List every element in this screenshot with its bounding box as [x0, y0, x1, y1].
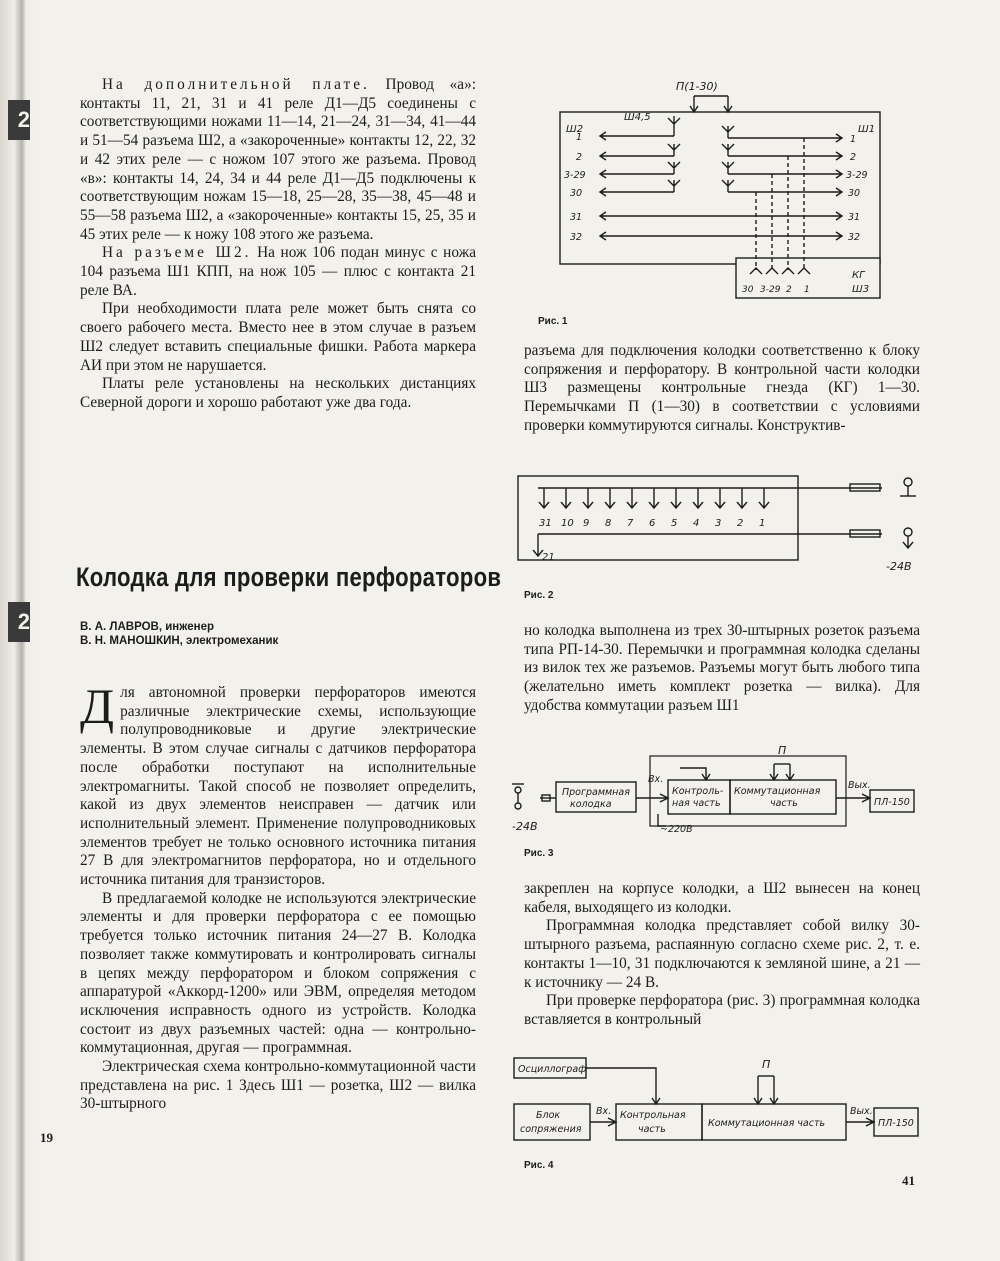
- fig4-link: [590, 1118, 616, 1126]
- svg-text:часть: часть: [770, 798, 798, 809]
- right-text-block-1: [524, 342, 920, 436]
- fig1-dashed-links: [756, 138, 804, 270]
- fig2-pin-label: 7: [627, 518, 634, 529]
- fig2-pin-arrow: [737, 488, 747, 508]
- fig4-link: [586, 1068, 660, 1104]
- figure-2: [516, 474, 936, 584]
- svg-text:31: 31: [570, 212, 583, 223]
- svg-text:2: 2: [576, 152, 583, 163]
- author-line: В. А. ЛАВРОВ, инженер: [80, 621, 215, 633]
- svg-text:~220В: ~220В: [660, 824, 693, 835]
- svg-text:3-29: 3-29: [564, 170, 586, 181]
- svg-text:Осциллограф: Осциллограф: [518, 1064, 587, 1075]
- svg-text:Блок: Блок: [536, 1110, 561, 1121]
- svg-text:31: 31: [848, 212, 861, 223]
- fig3-link: [836, 794, 870, 802]
- paragraph-lead: На дополнительной плате.: [102, 76, 370, 93]
- fig1-right-pin-labels: [846, 134, 868, 243]
- figure-4-caption: Рис. 4: [524, 1160, 554, 1171]
- svg-text:П: П: [778, 744, 787, 757]
- left-column-top: [80, 76, 476, 413]
- fig1-right-arrows: [824, 134, 842, 240]
- fig1-contacts-left: [668, 116, 680, 192]
- fig3-link: [680, 768, 710, 780]
- figure-3-caption: Рис. 3: [524, 848, 554, 859]
- svg-text:1: 1: [850, 134, 857, 145]
- paragraph: [80, 678, 476, 890]
- fig1-jumper-arrow: [690, 96, 698, 112]
- fig2-terminal: [904, 528, 912, 536]
- margin-page-number: 19: [40, 1130, 53, 1145]
- fig2-pin-label: 4: [693, 518, 700, 529]
- paragraph: закреплен на корпусе колодки, а Ш2 вынесен на конец кабеля, выходящего из колодки.: [524, 880, 920, 916]
- paragraph: При проверке перфоратора (рис. 3) программная колодка вставляется в контрольный: [524, 992, 920, 1028]
- fig2-pin-label: 9: [583, 518, 590, 529]
- fig2-pin21-label: 21: [542, 552, 555, 563]
- fig2-pin-label: 3: [715, 518, 722, 529]
- drop-cap: Д: [80, 678, 115, 734]
- svg-text:колодка: колодка: [570, 799, 612, 810]
- figure-2-caption: Рис. 2: [524, 590, 554, 601]
- paragraph: разъема для подключения колодки соответственно к блоку сопряжения и перфоратору. В контрольной части колодки Ш3 размещены контрольные гнезда (КГ) 1—30. Перемычками П (1—30) в соответствии с условиями проверки коммутируются сигналы. Конструктив-: [524, 342, 920, 434]
- fig2-pin-arrow: [627, 488, 637, 508]
- fig1-left-arrows: [600, 132, 824, 240]
- svg-text:1: 1: [804, 285, 810, 295]
- fig2-pin-arrow: [583, 488, 593, 508]
- svg-text:3-29: 3-29: [846, 170, 868, 181]
- svg-text:Контрольная: Контрольная: [620, 1110, 686, 1121]
- figure-3: [510, 738, 930, 838]
- paragraph: [80, 76, 476, 244]
- svg-text:32: 32: [848, 232, 861, 243]
- margin-tab: 2: [8, 602, 30, 642]
- paragraph: но колодка выполнена из трех 30-штырных розеток разъема типа РП-14-30. Перемычки и программная колодка сделаны из вилок тех же разъемов. Разъемы могут быть любого типа (желательно иметь комплект розетка — вилка). Для удобства коммутации разъем Ш1: [524, 622, 920, 714]
- fig2-pin-label: 5: [671, 518, 678, 529]
- svg-text:-24В: -24В: [512, 820, 538, 833]
- paragraph-lead: На разъеме Ш2.: [102, 244, 252, 262]
- fig1-left-pin-labels: [564, 132, 586, 243]
- left-column-article: [80, 678, 476, 1114]
- svg-text:часть: часть: [638, 1124, 666, 1135]
- svg-text:Вых.: Вых.: [850, 1106, 873, 1117]
- svg-text:Вх.: Вх.: [596, 1106, 612, 1117]
- svg-text:ПЛ-150: ПЛ-150: [874, 797, 910, 808]
- fig2-pin-arrow: [561, 488, 571, 508]
- author-line: В. Н. МАНОШКИН, электромеханик: [80, 635, 279, 647]
- fig2-pin-label: 2: [737, 518, 744, 529]
- fig3-jumper-arrow: [786, 764, 794, 780]
- svg-text:ная часть: ная часть: [672, 798, 721, 809]
- fig1-right-conn: Ш1: [858, 124, 876, 135]
- figure-1-caption: Рис. 1: [538, 316, 568, 327]
- fig2-voltage: -24В: [886, 560, 912, 573]
- fig1-sh45-label: Ш4,5: [624, 112, 651, 123]
- fig2-pin-arrow: [759, 488, 769, 508]
- fig2-pin-arrow: [605, 488, 615, 508]
- svg-text:2: 2: [850, 152, 857, 163]
- fig2-pin-arrow: [539, 488, 549, 508]
- paragraph: В предлагаемой колодке не используются электрические элементы и для проверки перфоратора с ее помощью требуется только источник питания 24—27 В. Колодка позволяет также коммутировать и контролировать сигналы в цепях между перфоратором и блоком сопряжения с аппаратурой «Аккорд-1200» или ЭВМ, определяя методом исключения исправность одного из устройств. Колодка состоит из двух разъемных частей: одна — контрольно-коммутационная, другая — программная.: [80, 889, 476, 1057]
- fig2-pin-arrows: [539, 488, 769, 508]
- svg-text:32: 32: [570, 232, 583, 243]
- right-text-block-2: [524, 622, 920, 716]
- fig1-left-conn: Ш2: [566, 124, 584, 135]
- fig1-kg-label: КГ: [852, 270, 865, 281]
- svg-text:Коммутационная часть: Коммутационная часть: [708, 1118, 826, 1129]
- svg-text:30: 30: [848, 188, 861, 199]
- svg-text:Программная: Программная: [562, 787, 630, 798]
- svg-text:3-29: 3-29: [760, 285, 781, 295]
- svg-text:30: 30: [570, 188, 583, 199]
- fig4-link: [846, 1118, 874, 1126]
- fig2-pin-arrow: [715, 488, 725, 508]
- article-authors: [80, 620, 278, 648]
- svg-text:Вх.: Вх.: [648, 774, 664, 785]
- svg-text:30: 30: [742, 285, 754, 295]
- paragraph: Программная колодка представляет собой вилку 30-штырного разъема, распаянную согласно схеме рис. 2, т. е. контакты 1—10, 31 подключаются к земляной шине, а 21 — к источнику — 24 В.: [524, 917, 920, 991]
- fig4-labels: [518, 1058, 914, 1135]
- paragraph-text: ля автономной проверки перфораторов имеются различные электрические схемы, использующие полупроводниковые и другие электрические элементы. В этом случае сигналы с датчиков перфоратора после обработки поступают на исполнительные электромагниты. Такой способ не позволяет определить, какой из двух элементов неисправен — датчик или исполнительный элемент. Применение полупроводниковых элементов требует не только основного источника питания 27 В для электромагнитов перфоратора, но и отдельного источника питания для транзисторов.: [80, 684, 476, 889]
- paragraph: При необходимости плата реле может быть снята со своего рабочего места. Вместо нее в этом случае в разъем Ш2 следует вставить специальные фишки. Работа маркера АИ при этом не нарушается.: [80, 300, 476, 374]
- fig2-pin-label: 1: [759, 518, 766, 529]
- svg-text:2: 2: [786, 285, 792, 295]
- fig2-pin-labels: [539, 518, 765, 529]
- fig2-pin-label: 8: [605, 518, 612, 529]
- fig3-link: [636, 794, 668, 802]
- svg-text:Коммутационная: Коммутационная: [734, 786, 821, 797]
- fig2-pin-label: 6: [649, 518, 656, 529]
- fig2-pin-arrow: [649, 488, 659, 508]
- paragraph: Платы реле установлены на нескольких дистанциях Северной дороги и хорошо работают уже два года.: [80, 375, 476, 411]
- page-number: 41: [902, 1173, 915, 1188]
- fig1-jumper-arrow: [724, 96, 732, 112]
- fig2-pin-arrow: [693, 488, 703, 508]
- fig1-frame: [560, 112, 880, 264]
- fig2-terminal: [904, 478, 912, 486]
- fig3-labels: [512, 744, 910, 835]
- svg-text:ПЛ-150: ПЛ-150: [878, 1118, 914, 1129]
- fig1-sh3-label: Ш3: [852, 284, 870, 295]
- fig4-jumper-arrow: [770, 1076, 778, 1104]
- figure-1: [524, 78, 924, 308]
- article-title: Колодка для проверки перфораторов: [76, 562, 502, 592]
- fig1-jumper-label: П(1-30): [676, 80, 718, 93]
- paragraph: [80, 244, 476, 300]
- svg-text:1: 1: [576, 132, 583, 143]
- svg-text:П: П: [762, 1058, 771, 1071]
- margin-tab: 2: [8, 100, 30, 140]
- fig2-pin-label: 10: [561, 518, 574, 529]
- fig2-pin-arrow: [671, 488, 681, 508]
- paragraph: Электрическая схема контрольно-коммутационной части представлена на рис. 1 Здесь Ш1 — розетка, Ш2 — вилка 30-штырного: [80, 1058, 476, 1113]
- fig2-pin-label: 31: [539, 518, 552, 529]
- svg-text:Контроль-: Контроль-: [672, 786, 724, 797]
- fig1-contacts-right: [722, 126, 824, 192]
- svg-text:Вых.: Вых.: [848, 780, 871, 791]
- paragraph-text: Провод «а»: контакты 11, 21, 31 и 41 реле Д1—Д5 соединены с соответствующими ножами 11—14, 21—24, 31—34, 41—44 и 51—54 разъема Ш2, а «закороченные» контакты 12, 22, 32 и 42 этих реле — с ножом 107 этого же разъема. Провод «в»: контакты 14, 24, 34 и 44 реле Д1—Д5 подключены к соответствующим ножам 15—18, 25—28, 35—38, 45—48 и 55—58 разъема Ш2, а «закороченные» контакты 15, 25, 35 и 45 этих реле — к ножу 108 этого же разъема.: [80, 76, 476, 243]
- figure-4: [512, 1050, 932, 1150]
- fig4-jumper-arrow: [754, 1076, 762, 1104]
- paragraph-text: На нож 106 подан минус с ножа 104 разъема Ш1 КПП, на нож 105 — плюс с контакта 21 реле ВА.: [80, 244, 476, 299]
- svg-text:сопряжения: сопряжения: [520, 1124, 582, 1135]
- fig3-jumper-arrow: [770, 764, 778, 780]
- right-text-block-3: [524, 880, 920, 1030]
